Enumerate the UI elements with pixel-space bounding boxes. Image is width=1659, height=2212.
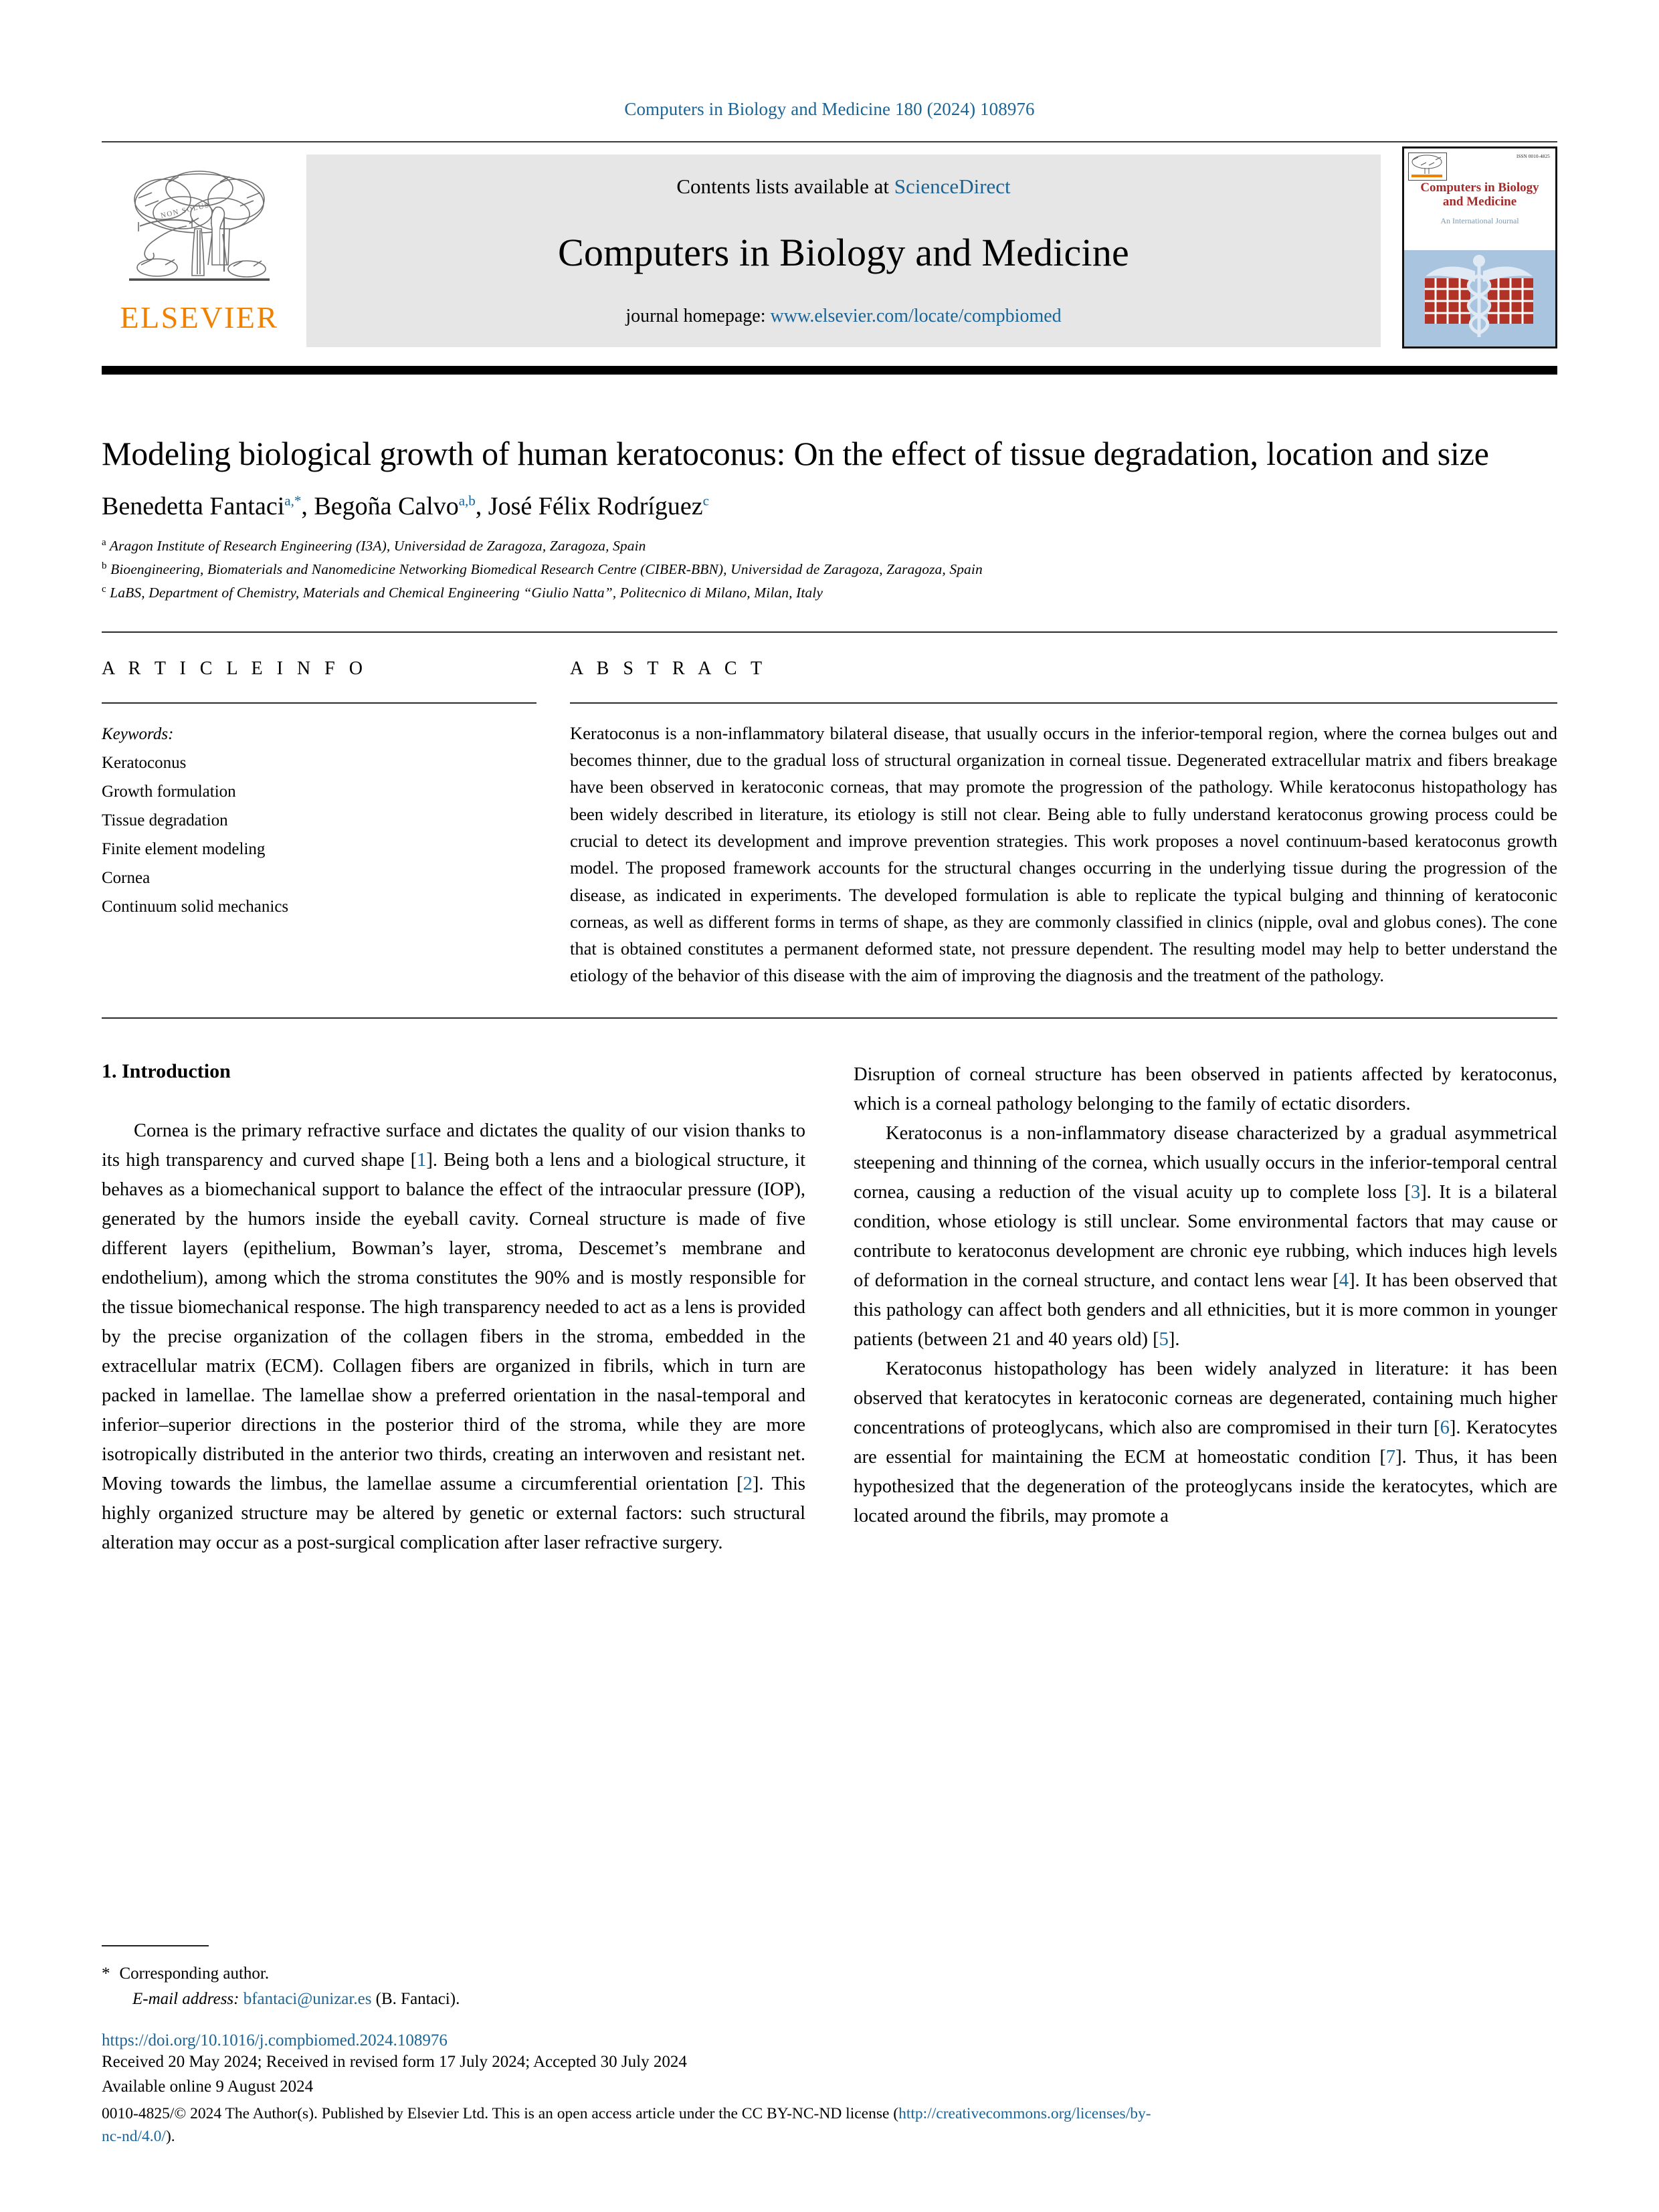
author-name: José Félix Rodríguez	[488, 492, 703, 520]
body-column-left	[102, 1060, 805, 1558]
abstract-text: Keratoconus is a non-inflammatory bilateral disease, that usually occurs in the inferior-temporal region, where the cornea bulges out and becomes thinner, due to the gradual loss of structural organization in corneal tissue. Degenerated extracellular matrix and fibers breakage have been observed in keratoconic corneas, that may promote the progression of the pathology. While keratoconus histopathology has been widely described in literature, its etiology is still not clear. Being able to fully understand keratoconus growing process could be crucial to detect its development and improve prevention strategies. This work proposes a novel continuum-based keratoconus growth model. The proposed framework accounts for the structural changes occurring in the underlying tissue during the progression of the disease, as indicated in experiments. The developed formulation is able to replicate the typical bulging and thinning of keratoconic corneas, as well as different forms in terms of shape, as they are commonly classified in clinics (nipple, oval and globus cones). The cone that is obtained constitutes a permanent deformed state, not pressure dependent. The resulting model may help to better understand the etiology of the behavior of this disease with the aim of improving the diagnosis and the treatment of the pathology.	[570, 722, 1557, 986]
elsevier-wordmark: ELSEVIER	[120, 300, 279, 334]
citation-ref[interactable]: 3	[1410, 1181, 1421, 1203]
available-online-date: Available online 9 August 2024	[102, 2078, 314, 2096]
page-title: Modeling biological growth of human keratoconus: On the effect of tissue degradation, location and size	[102, 435, 1489, 472]
author-marks: c	[702, 492, 709, 509]
abstract-rule	[570, 702, 1557, 704]
svg-text:NON SOLUS: NON SOLUS	[159, 200, 211, 220]
article-info-column	[102, 658, 570, 989]
cover-image	[1402, 146, 1557, 348]
copyright-end: ).	[165, 2127, 175, 2145]
paragraph	[854, 1119, 1557, 1354]
email-label: E-mail address:	[132, 1989, 239, 2008]
paragraph-part: ]. This highly organized structure may be altered by genetic or external factors: such structural alteration may occur as a post-surgical complication after laser refractive surgery.	[102, 1473, 805, 1554]
email-link[interactable]: bfantaci@unizar.es	[243, 1989, 372, 2008]
affiliation-mark: b	[102, 560, 107, 571]
page-footer	[102, 1945, 1557, 2148]
citation-ref[interactable]: 2	[743, 1473, 753, 1494]
info-section-bottom-rule	[102, 1017, 1557, 1019]
keyword-item: Cornea	[102, 868, 151, 887]
affiliation-item	[102, 534, 1557, 558]
masthead-bottom-rule	[102, 366, 1557, 375]
citation-ref[interactable]: 7	[1385, 1447, 1396, 1468]
cover-bottom-panel	[1404, 250, 1555, 346]
keyword-item: Finite element modeling	[102, 839, 266, 858]
paragraph-part: ]. Keratocytes are essential for maintaining the ECM at homeostatic condition [	[854, 1417, 1557, 1468]
paragraph-part: ]. Being both a lens and a biological structure, it behaves as a biomechanical support to balance the effect of the intraocular pressure (IOP), generated by the humors inside the eyeball cavity. Corneal structure is made of five different layers (epithelium, Bowman’s layer, stroma, Descemet’s membrane and endothelium), among which the stroma constitutes the 90% and is mostly responsible for the tissue biomechanical response. The high transparency needed to act as a lens is provided by the precise organization of the collagen fibers in the stroma, embedded in the extracellular matrix (ECM). Collagen fibers are organized in fibrils, which in turn are packed in lamellae. The lamellae show a preferred orientation in the nasal-temporal and inferior–superior directions in the posterior third of the stroma, while they are more isotropically distributed in the anterior two thirds, creating an interwoven and resistant net. Moving towards the limbus, the lamellae assume a circumferential orientation [	[102, 1149, 805, 1494]
author-list: Benedetta Fantaci$^{a,*}$, Begoña Calvo$^{a,b}$, José Félix Rodríguez$^c$	[102, 492, 709, 520]
author-marks: a,*	[284, 492, 302, 509]
keywords-label: Keywords:	[102, 724, 174, 743]
copyright-license	[102, 2102, 1557, 2148]
paragraph	[854, 1354, 1557, 1531]
paragraph-part: ]. It has been observed that this pathology can affect both genders and all ethnicities, but it is more common in younger patients (between 21 and 40 years old) [	[854, 1270, 1557, 1350]
cover-top-panel	[1404, 148, 1555, 242]
keyword-item: Continuum solid mechanics	[102, 897, 289, 916]
paragraph-part: ].	[1168, 1328, 1180, 1350]
paragraph	[102, 1116, 805, 1558]
running-head: Computers in Biology and Medicine 180 (2024) 108976	[624, 99, 1035, 119]
affiliation-item	[102, 558, 1557, 581]
license-link-cont[interactable]: nc-nd/4.0/	[102, 2127, 166, 2145]
author-name: Begoña Calvo	[314, 492, 459, 520]
masthead-center-panel	[306, 155, 1381, 347]
paragraph-part: ]. It is a bilateral condition, whose etiology is still unclear. Some environmental factors that may cause or contribute to keratoconus development are chronic eye rubbing, which induces high levels of deformation in the corneal structure, and contact lens wear [	[854, 1181, 1557, 1291]
affiliation-item	[102, 581, 1557, 605]
paragraph-part: ]. Thus, it has been hypothesized that the degeneration of the proteoglycans inside the keratocytes, which are located around the fibrils, may promote a	[854, 1447, 1557, 1527]
corresponding-author-note	[102, 1961, 1557, 1987]
journal-masthead	[102, 141, 1557, 357]
article-info-heading: A R T I C L E I N F O	[102, 658, 367, 679]
author-marks: a,b	[458, 492, 476, 509]
body-columns	[102, 1060, 1557, 1558]
footnote-rule	[102, 1945, 209, 1946]
contents-available-line	[676, 175, 1010, 199]
copyright-text: 0010-4825/© 2024 The Author(s). Published by Elsevier Ltd. This is an open access article under the CC BY-NC-ND license (	[102, 2104, 899, 2122]
info-abstract-section	[102, 631, 1557, 989]
keyword-item: Growth formulation	[102, 782, 236, 801]
abstract-heading: A B S T R A C T	[570, 658, 767, 679]
cover-subtitle: An International Journal	[1440, 215, 1519, 225]
affiliation-text: Aragon Institute of Research Engineering (I3A), Universidad de Zaragoza, Zaragoza, Spain	[109, 538, 646, 555]
paragraph: Disruption of corneal structure has been observed in patients affected by keratoconus, which is a corneal pathology belonging to the family of ectatic disorders.	[854, 1064, 1557, 1114]
footnote-asterisk: *	[102, 1965, 110, 1983]
citation-ref[interactable]: 6	[1440, 1417, 1450, 1438]
citation-ref[interactable]: 4	[1339, 1270, 1349, 1291]
paragraph-part: Keratoconus is a non-inflammatory disease characterized by a gradual asymmetrical steepening and thinning of the cornea, which usually occurs in the inferior-temporal central cornea, causing a reduction of the visual acuity up to complete loss [	[854, 1122, 1557, 1203]
affiliation-mark: a	[102, 537, 106, 548]
license-link[interactable]: http://creativecommons.org/licenses/by-	[898, 2104, 1151, 2122]
caduceus-abacus-icon	[1413, 252, 1547, 345]
affiliation-text: LaBS, Department of Chemistry, Materials and Chemical Engineering “Giulio Natta”, Politecnico di Milano, Milan, Italy	[110, 585, 823, 601]
paragraph-part: Keratoconus histopathology has been widely analyzed in literature: it has been observed that keratocytes in keratoconic corneas are degenerated, containing much higher concentrations of proteoglycans, which also are compromised in their turn [	[854, 1358, 1557, 1438]
journal-cover-thumbnail	[1390, 142, 1557, 357]
abstract-column	[570, 658, 1557, 989]
body-column-right	[854, 1060, 1557, 1558]
citation-ref[interactable]: 1	[417, 1149, 427, 1171]
keyword-item: Tissue degradation	[102, 811, 228, 829]
author-name: Benedetta Fantaci	[102, 492, 285, 520]
citation-ref[interactable]: 5	[1159, 1328, 1169, 1350]
affiliation-list	[102, 534, 1557, 605]
email-note	[132, 1987, 1557, 2012]
email-owner: (B. Fantaci).	[375, 1989, 460, 2008]
keyword-item: Keratoconus	[102, 753, 187, 772]
paragraph-part: Cornea is the primary refractive surface and dictates the quality of our vision thanks to its high transparency and curved shape [	[102, 1120, 805, 1171]
affiliation-mark: c	[102, 583, 106, 595]
doi-link[interactable]: https://doi.org/10.1016/j.compbiomed.2024.108976	[102, 2031, 448, 2050]
affiliation-text: Bioengineering, Biomaterials and Nanomedicine Networking Biomedical Research Centre (CIBER-BBN), Universidad de Zaragoza, Zaragoza, Spain	[110, 561, 983, 578]
corresponding-author-label: Corresponding author.	[119, 1965, 270, 1983]
cover-issn: ISSN 0010-4825	[1516, 154, 1550, 159]
cover-title-line1: Computers in Biology	[1420, 181, 1539, 195]
journal-homepage-line	[625, 306, 1061, 327]
section-heading-introduction: 1. Introduction	[102, 1060, 231, 1082]
homepage-label: journal homepage:	[625, 306, 771, 326]
cover-title-line2: and Medicine	[1442, 195, 1517, 209]
elsevier-tree-icon	[122, 165, 276, 298]
cover-elsevier-logo-icon	[1408, 153, 1447, 181]
received-dates: Received 20 May 2024; Received in revised form 17 July 2024; Accepted 30 July 2024	[102, 2053, 687, 2072]
elsevier-logo	[102, 142, 297, 357]
homepage-url[interactable]: www.elsevier.com/locate/compbiomed	[770, 306, 1062, 326]
contents-prefix: Contents lists available at	[676, 175, 894, 198]
article-info-rule	[102, 702, 536, 704]
journal-title: Computers in Biology and Medicine	[558, 230, 1129, 274]
sciencedirect-link[interactable]: ScienceDirect	[894, 175, 1011, 198]
